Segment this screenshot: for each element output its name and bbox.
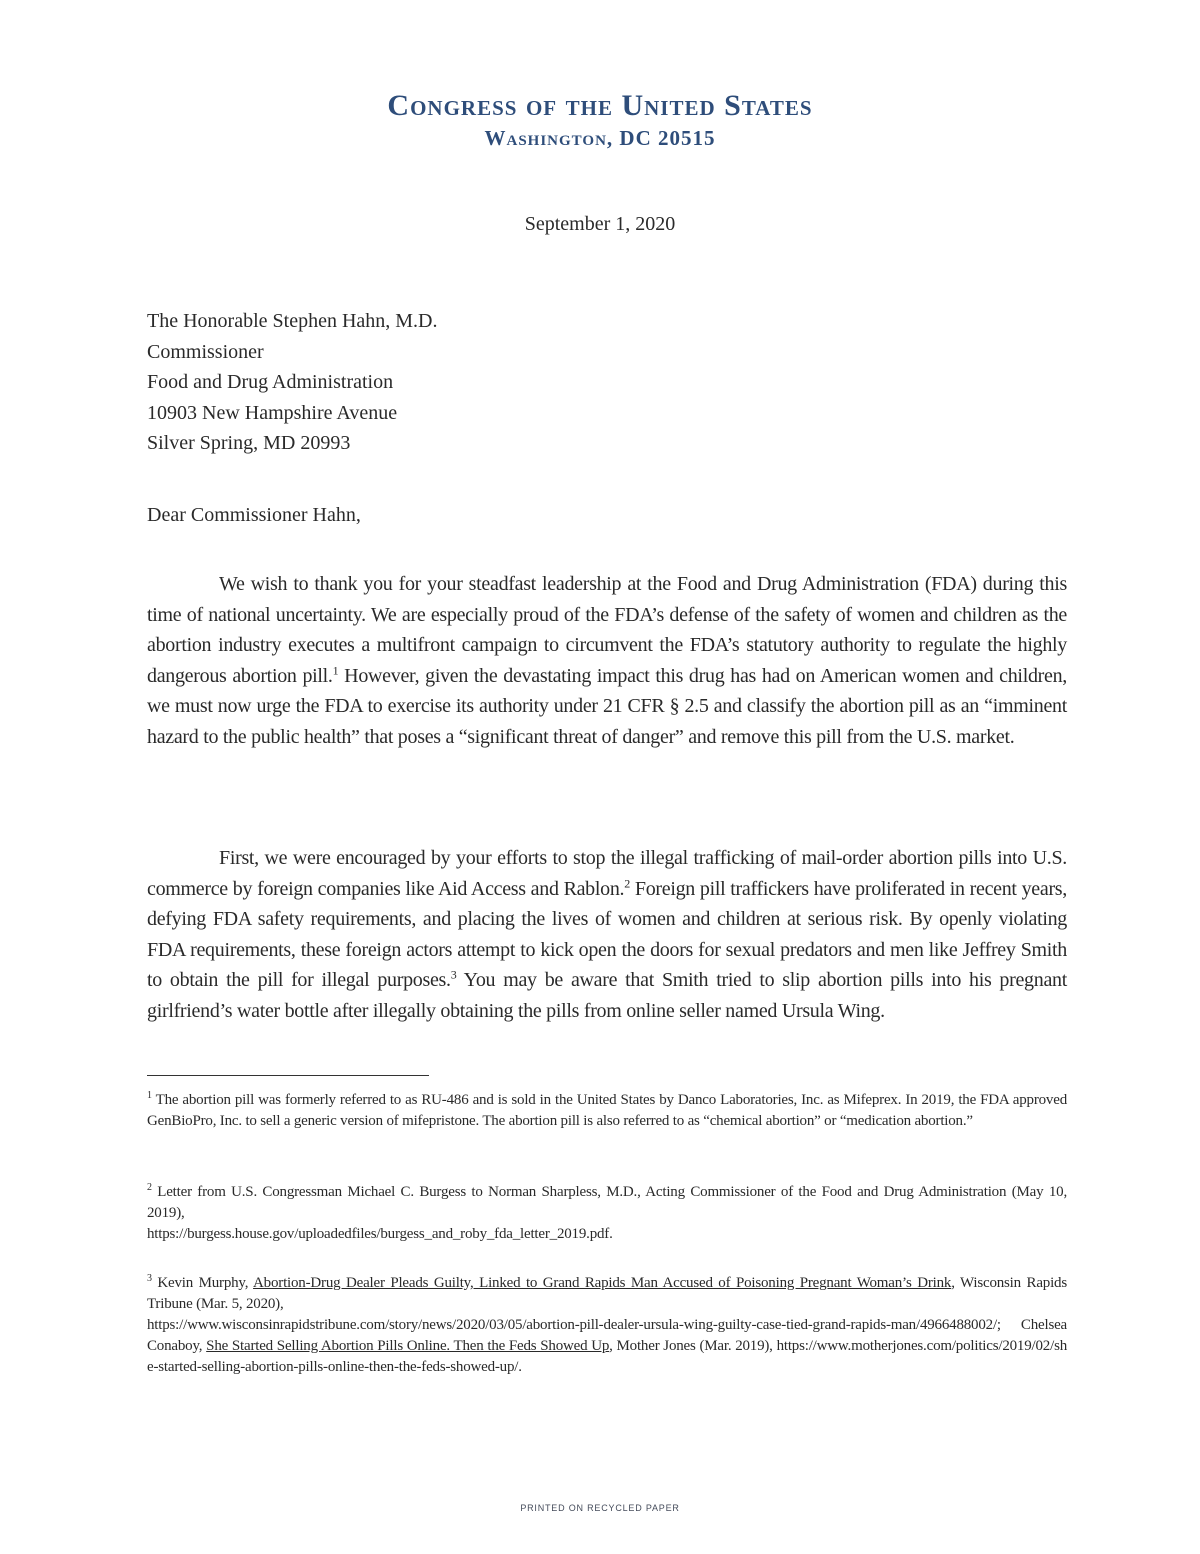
footnote-divider bbox=[147, 1075, 429, 1076]
footnote-number: 3 bbox=[147, 1273, 152, 1284]
footnote-author: Kevin Murphy, bbox=[151, 1275, 254, 1291]
footnote-source: , Mother Jones (Mar. 2019), bbox=[609, 1338, 777, 1354]
paragraph-text: We wish to thank you for your steadfast leadership at the Food and Drug Administration (FDA) during this time of national uncertainty. We are especially proud of the FDA’s defense of the safety of women and children as the abortion industry executes a multifront campaign to circumvent the FDA’s statutory authority to regulate the highly dangerous abortion pill. bbox=[147, 573, 1067, 687]
recipient-title: Commissioner bbox=[147, 340, 264, 363]
footnote-source: , Wisconsin Rapids Tribune (Mar. 5, 2020), bbox=[147, 1275, 1067, 1312]
footnote-number: 1 bbox=[147, 1090, 152, 1101]
letterhead-title: Congress of the United States bbox=[387, 89, 813, 122]
footnote-separator: ; Chelsea Conaboy, bbox=[147, 1317, 1067, 1354]
letter-date: September 1, 2020 bbox=[524, 213, 676, 235]
footnote-ref-1: 1 bbox=[332, 662, 339, 677]
letterhead bbox=[0, 88, 1200, 152]
paragraph-text: First, we were encouraged by your efforts to stop the illegal trafficking of mail-order abortion pills into U.S. commerce by foreign companies like Aid Access and Rablon. bbox=[147, 847, 1067, 900]
footnote-link[interactable]: https://burgess.house.gov/uploadedfiles/burgess_and_roby_fda_letter_2019.pdf. bbox=[147, 1226, 613, 1242]
body-paragraph-2 bbox=[147, 843, 1067, 1026]
footnote-number: 2 bbox=[147, 1182, 152, 1193]
body-paragraph-1 bbox=[147, 569, 1067, 752]
paragraph-text: However, given the devastating impact this drug has had on American women and children, we must now urge the FDA to exercise its authority under 21 CFR § 2.5 and classify the abortion pill as an “imminent hazard to the public health” that poses a “significant threat of danger” and remove this pill from the U.S. market. bbox=[147, 664, 1067, 748]
recipient-street: 10903 New Hampshire Avenue bbox=[147, 401, 398, 424]
letterhead-subtitle: Washington, DC 20515 bbox=[484, 126, 716, 150]
footnote-link[interactable]: https://www.wisconsinrapidstribune.com/story/news/2020/03/05/abortion-pill-dealer-ursula-wing-guilty-case-tied-grand-rapids-man/4966488002/ bbox=[147, 1317, 997, 1333]
footnote-link[interactable]: https://www.motherjones.com/politics/2019/02/she-started-selling-abortion-pills-online-then-the-feds-showed-up/. bbox=[147, 1338, 1068, 1375]
footnote-ref-2: 2 bbox=[624, 875, 630, 890]
footnote-text: The abortion pill was formerly referred to as RU-486 and is sold in the United States by Danco Laboratories, Inc. as Mifeprex. In 2019, the FDA approved GenBioPro, Inc. to sell a generic version of mifepristone. The abortion pill is also referred to as “chemical abortion” or “medication abortion.” bbox=[147, 1092, 1067, 1129]
recipient-name: The Honorable Stephen Hahn, M.D. bbox=[147, 310, 438, 332]
footnote-ref-3: 3 bbox=[450, 967, 457, 982]
article-title-link[interactable]: She Started Selling Abortion Pills Online. Then the Feds Showed Up bbox=[206, 1338, 610, 1354]
footnote-1 bbox=[147, 1090, 1067, 1132]
recycled-paper-notice: PRINTED ON RECYCLED PAPER bbox=[520, 1503, 680, 1513]
salutation: Dear Commissioner Hahn, bbox=[147, 504, 361, 526]
recipient-city: Silver Spring, MD 20993 bbox=[147, 432, 351, 454]
footnote-text: Letter from U.S. Congressman Michael C. Burgess to Norman Sharpless, M.D., Acting Commissioner of the Food and Drug Administration (May 10, 2019), bbox=[147, 1184, 1067, 1221]
footnote-3 bbox=[147, 1273, 1067, 1378]
footnote-2 bbox=[147, 1182, 1067, 1245]
paragraph-text: Foreign pill traffickers have proliferated in recent years, defying FDA safety requirements, and placing the lives of women and children at serious risk. By openly violating FDA requirements, these foreign actors attempt to kick open the doors for sexual predators and men like Jeffrey Smith to obtain the pill for illegal purposes. bbox=[147, 877, 1067, 991]
recipient-agency: Food and Drug Administration bbox=[147, 371, 394, 393]
recipient-address bbox=[147, 306, 438, 459]
article-title-link[interactable]: Abortion-Drug Dealer Pleads Guilty, Linked to Grand Rapids Man Accused of Poisoning Pregnant Woman’s Drink bbox=[253, 1275, 952, 1291]
paragraph-text: You may be aware that Smith tried to slip abortion pills into his pregnant girlfriend’s water bottle after illegally obtaining the pills from online seller named Ursula Wing. bbox=[147, 969, 1067, 1022]
